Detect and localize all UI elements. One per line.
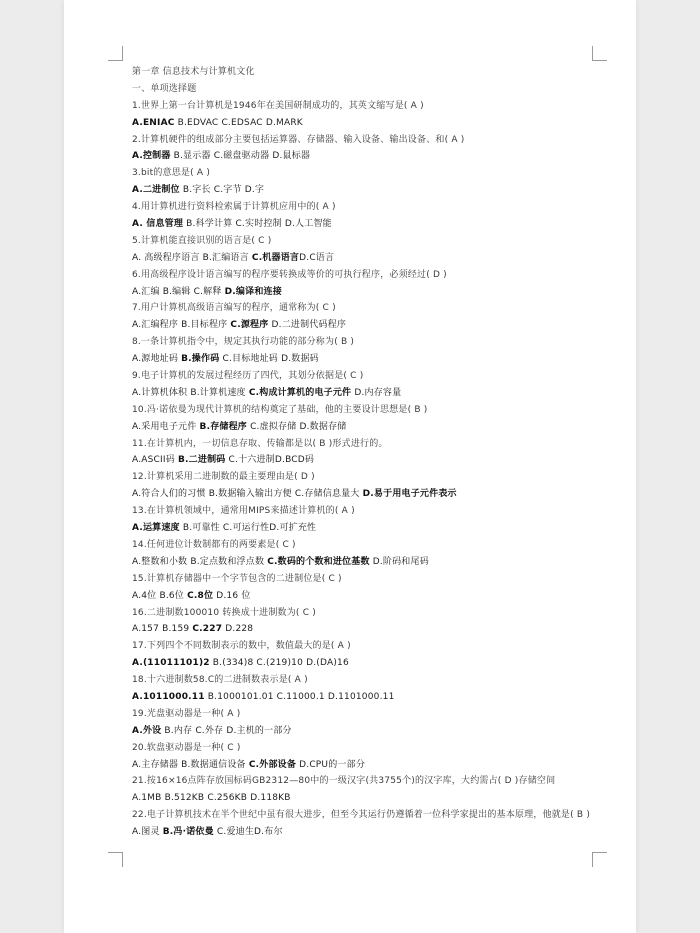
answer-choices: A.采用电子元件 [132,421,200,432]
answer-choices: D.二进制代码程序 [268,320,347,331]
question-text: 19.光盘驱动器是一种( A ) [132,708,241,719]
question-text: 5.计算机能直接识别的语言是( C ) [132,235,272,246]
answer-choices: A. 高级程序语言 B.汇编语言 [132,252,252,263]
correct-answer: B.二进制码 [177,455,226,466]
correct-answer: D.编译和连接 [224,286,282,297]
answer-choices: A.1MB B.512KB C.256KB D.118KB [132,793,291,804]
question-text: 2.计算机硬件的组成部分主要包括运算器、存储器、输入设备、输出设备、和( A ) [132,134,465,145]
section-title: 一、单项选择题 [132,83,197,94]
answer-choices: C.爱迪生D.布尔 [213,827,283,838]
chapter-title: 第一章 信息技术与计算机文化 [132,67,255,77]
question-text: 14.任何进位计数制都有的两要素是( C ) [132,539,296,550]
question-text: 6.用高级程序设计语言编写的程序要转换成等价的可执行程序，必须经过( D ) [132,269,447,280]
answer-options [132,317,602,334]
question-list [132,98,602,841]
question-text: 20.软盘驱动器是一种( C ) [132,742,241,753]
question-text: 12.计算机采用二进制数的最主要理由是( D ) [132,472,315,483]
correct-answer: C.机器语言 [251,252,300,263]
question-text: 9.电子计算机的发展过程经历了四代，其划分依据是( C ) [132,371,364,382]
answer-options [132,351,602,368]
answer-choices: B.(334)8 C.(219)10 D.(DA)16 [209,658,349,669]
answer-choices: A.4位 B.6位 [132,590,188,601]
question-text: 7.用户计算机高级语言编写的程序，通常称为( C ) [132,303,336,314]
answer-choices: B.1000101.01 C.11000.1 D.1101000.11 [204,691,395,702]
answer-options [132,284,602,301]
answer-choices: A.计算机体积 B.计算机速度 [132,387,249,398]
answer-choices: D.阶码和尾码 [369,556,429,567]
answer-options [132,757,602,774]
correct-answer: A.运算速度 [132,523,180,534]
answer-choices: A.ASCII码 [132,455,178,466]
crop-mark-bottom-left [108,852,123,867]
correct-answer: C.8位 [187,590,214,601]
answer-choices: B.EDVAC C.EDSAC D.MARK [174,117,303,128]
correct-answer: C.数码的个数和进位基数 [267,556,370,567]
document-content [132,64,602,841]
correct-answer: A.1011000.11 [132,691,205,702]
correct-answer: D.易于用电子元件表示 [362,489,457,500]
crop-mark-top-right [592,46,607,61]
answer-choices: C.十六进制D.BCD码 [225,455,315,466]
answer-choices: B.可靠性 C.可运行性D.可扩充性 [179,523,317,534]
answer-options [132,520,602,537]
question-text: 1.世界上第一台计算机是1946年在美国研制成功的，其英文缩写是( A ) [132,100,424,111]
correct-answer: C.构成计算机的电子元件 [248,387,352,398]
question-text: 11.在计算机内，一切信息存取、传输都是以( B )形式进行的。 [132,438,388,449]
question-text: 8.一条计算机指令中，规定其执行功能的部分称为( B ) [132,337,355,348]
answer-choices: D.228 [222,624,254,635]
answer-options [132,115,602,132]
question-text: 21.按16×16点阵存放国标码GB2312—80中的一级汉字(共3755个)的汉字库，大约需占( D )存储空间 [132,776,556,787]
question-text: 10.冯·诺依曼为现代计算机的结构奠定了基础，他的主要设计思想是( B ) [132,404,428,415]
correct-answer: A.(11011101)2 [132,658,210,669]
answer-choices: B.内存 C.外存 D.主机的一部分 [161,725,292,736]
answer-options [132,419,602,436]
answer-options [132,723,602,740]
answer-options [132,689,602,706]
answer-choices: A.汇编 B.编辑 C.解释 [132,286,225,297]
answer-options [132,486,602,503]
answer-options [132,148,602,165]
answer-choices: D.16 位 [213,590,251,601]
correct-answer: A.ENIAC [132,117,175,128]
answer-options [132,554,602,571]
answer-options [132,588,602,605]
answer-choices: B.科学计算 C.实时控制 D.人工智能 [183,219,332,230]
correct-answer: C.外部设备 [248,759,297,770]
question-text: 22.电子计算机技术在半个世纪中虽有很大进步，但至今其运行仍遵循着一位科学家提出的基本原理，他就是( B ) [132,810,591,821]
correct-answer: A.外设 [132,725,162,736]
answer-choices: D.内存容量 [351,387,402,398]
correct-answer: A.二进制位 [132,185,180,196]
crop-mark-top-left [108,46,123,61]
answer-options [132,621,602,638]
correct-answer: A.控制器 [132,151,171,162]
answer-choices: B.字长 C.字节 D.字 [179,185,265,196]
question-text: 15.计算机存储器中一个字节包含的二进制位是( C ) [132,573,342,584]
correct-answer: A. 信息管理 [132,219,184,230]
answer-choices: A.主存储器 B.数据通信设备 [132,759,249,770]
answer-choices: A.符合人们的习惯 B.数据输入输出方便 C.存储信息量大 [132,489,363,500]
answer-options [132,250,602,267]
correct-answer: B.操作码 [181,354,220,365]
answer-choices: A.图灵 [132,827,163,838]
answer-choices: B.显示器 C.磁盘驱动器 D.鼠标器 [170,151,311,162]
answer-choices: A.157 B.159 [132,624,193,635]
answer-choices: A.汇编程序 B.目标程序 [132,320,231,331]
answer-options [132,216,602,233]
correct-answer: C.源程序 [230,320,269,331]
question-text: 18.十六进制数58.C的二进制数表示是( A ) [132,675,308,686]
crop-mark-bottom-right [592,852,607,867]
correct-answer: B.冯·诺依曼 [162,827,214,838]
question-text: 4.用计算机进行资料检索属于计算机应用中的( A ) [132,202,336,213]
answer-options [132,182,602,199]
question-text: 16.二进制数100010 转换成十进制数为( C ) [132,607,316,618]
answer-options [132,452,602,469]
answer-choices: A.源地址码 [132,354,182,365]
answer-options [132,385,602,402]
answer-options [132,790,602,807]
answer-options [132,824,602,841]
answer-options [132,655,602,672]
correct-answer: B.存储程序 [199,421,248,432]
answer-choices: C.虚拟存储 D.数据存储 [247,421,347,432]
question-text: 3.bit的意思是( A ) [132,168,211,179]
question-text: 13.在计算机领域中，通常用MIPS来描述计算机的( A ) [132,506,355,517]
correct-answer: C.227 [192,624,223,635]
document-page [64,0,636,933]
answer-choices: C.目标地址码 D.数据码 [219,354,319,365]
answer-choices: D.CPU的一部分 [296,759,366,770]
question-text: 17.下列四个不同数制表示的数中，数值最大的是( A ) [132,641,351,652]
answer-choices: D.C语言 [299,252,335,263]
answer-choices: A.整数和小数 B.定点数和浮点数 [132,556,268,567]
